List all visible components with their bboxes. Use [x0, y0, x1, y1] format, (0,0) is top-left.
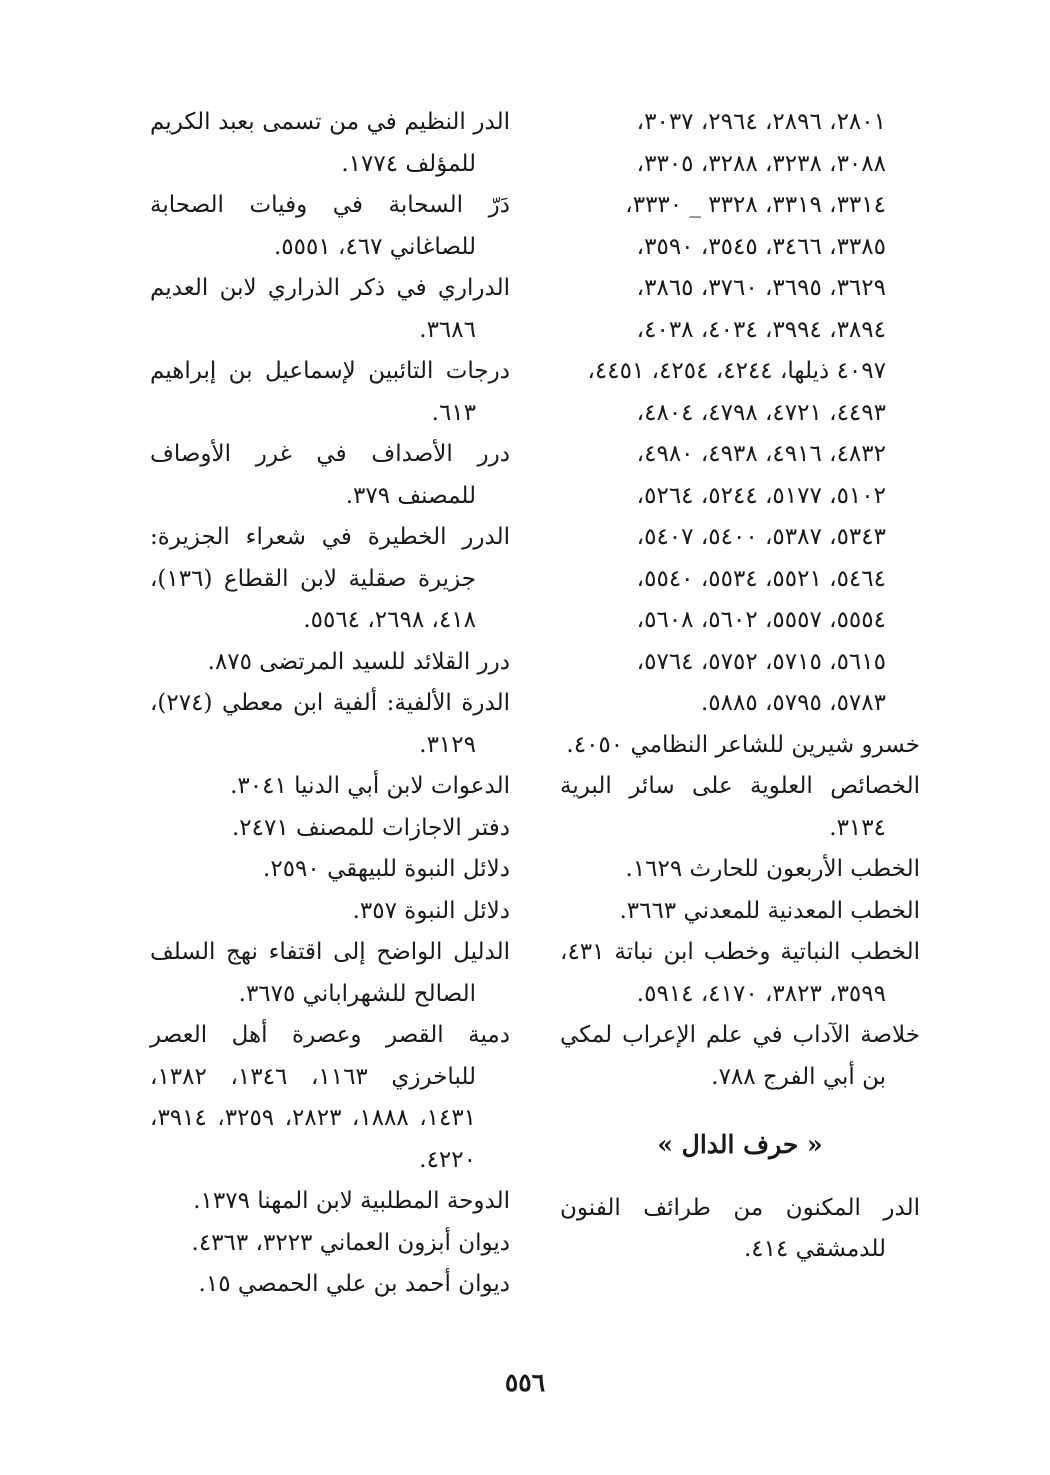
index-entry: درر الأصداف في غرر الأوصاف للمصنف ٣٧٩. [150, 441, 510, 509]
continuation-line: ٥٧٨٣، ٥٧٩٥، ٥٨٨٥. [700, 690, 886, 716]
index-entry: الدوحة المطلبية لابن المهنا ١٣٧٩. [193, 1188, 510, 1214]
index-entry: ديوان أبزون العماني ٣٢٢٣، ٤٣٦٣. [191, 1229, 510, 1256]
index-entry: دمية القصر وعصرة أهل العصر للباخرزي ١١٦٣، ١٣٤٦، ١٣٨٢، ١٤٣١، ١٨٨٨، ٢٨٢٣، ٣٢٥٩، ٣٩١٤، ٤٢٢٠. [150, 1022, 510, 1173]
index-entry: الدرة الألفية: ألفية ابن معطي (٢٧٤)، ٣١٢٩. [150, 690, 510, 758]
continuation-line: ٤٠٩٧ ذيلها، ٤٢٤٤، ٤٢٥٤، ٤٤٥١، [587, 358, 886, 384]
index-entry: الدر المكنون من طرائف الفنون للدمشقي ٤١٤. [560, 1194, 920, 1262]
continuation-line: ٥٣٤٣، ٥٣٨٧، ٥٤٠٠، ٥٤٠٧، [636, 524, 886, 550]
index-entry: الخطب النباتية وخطب ابن نباتة ٤٣١، ٣٥٩٩، ٣٨٢٣، ٤١٧٠، ٥٩١٤. [560, 939, 920, 1007]
continuation-line: ٣٣٨٥، ٣٤٦٦، ٣٥٤٥، ٣٥٩٠، [636, 233, 886, 260]
index-entry: الخطب الأربعون للحارث ١٦٢٩. [625, 856, 920, 882]
page-number: ٥٥٦ [504, 1368, 546, 1397]
index-entry: ديوان أحمد بن علي الحمصي ١٥. [198, 1271, 510, 1297]
index-entry: دَرّ السحابة في وفيات الصحابة للصاغاني ٤٦٧، ٥٥٥١. [150, 192, 510, 260]
index-entry: الدليل الواضح إلى اقتفاء نهج السلف الصالح للشهراباني ٣٦٧٥. [150, 939, 510, 1007]
continuation-line: ٣٠٨٨، ٣٢٣٨، ٣٢٨٨، ٣٣٠٥، [636, 150, 886, 177]
continuation-line: ٣٦٢٩، ٣٦٩٥، ٣٧٦٠، ٣٨٦٥، [636, 275, 886, 301]
continuation-line: ٥١٠٢، ٥١٧٧، ٥٢٤٤، ٥٢٦٤، [636, 482, 886, 509]
index-entry: الدر النظيم في من تسمى بعبد الكريم للمؤلف ١٧٧٤. [150, 109, 510, 177]
continuation-line: ٥٥٥٤، ٥٥٥٧، ٥٦٠٢، ٥٦٠٨، [636, 607, 886, 633]
index-entry: الدراري في ذكر الذراري لابن العديم ٣٦٨٦. [150, 275, 510, 343]
index-entry: الدرر الخطيرة في شعراء الجزيرة: جزيرة صقلية لابن القطاع (١٣٦)، ٤١٨، ٢٦٩٨، ٥٥٦٤. [150, 524, 510, 633]
index-entry: الدعوات لابن أبي الدنيا ٣٠٤١. [230, 773, 510, 799]
left-column [150, 102, 510, 1306]
index-entry: درجات التائبين لإسماعيل بن إبراهيم ٦١٣. [150, 358, 510, 426]
index-entry: خلاصة الآداب في علم الإعراب لمكي بن أبي الفرج ٧٨٨. [560, 1022, 920, 1090]
right-column [560, 102, 920, 1271]
index-entry: دفتر الاجازات للمصنف ٢٤٧١. [231, 814, 510, 841]
index-entry: الخصائص العلوية على سائر البرية ٣١٣٤. [560, 773, 920, 841]
continuation-line: ٢٨٠١، ٢٨٩٦، ٢٩٦٤، ٣٠٣٧، [636, 109, 886, 135]
continuation-line: ٥٦١٥، ٥٧١٥، ٥٧٥٢، ٥٧٦٤، [636, 648, 886, 675]
index-entry: دلائل النبوة للبيهقي ٢٥٩٠. [263, 856, 510, 882]
section-heading: « حرف الدال » [657, 1130, 823, 1159]
continuation-line: ٣٨٩٤، ٣٩٩٤، ٤٠٣٤، ٤٠٣٨، [636, 316, 886, 343]
continuation-line: ٤٨٣٢، ٤٩١٦، ٤٩٣٨، ٤٩٨٠، [636, 441, 886, 467]
continuation-line: ٣٣١٤، ٣٣١٩، ٣٣٢٨ _ ٣٣٣٠، [625, 192, 886, 218]
index-entry: دلائل النبوة ٣٥٧. [352, 897, 510, 924]
index-entry: درر القلائد للسيد المرتضى ٨٧٥. [207, 648, 510, 675]
index-entry: الخطب المعدنية للمعدني ٣٦٦٣. [619, 897, 920, 924]
index-entry: خسرو شيرين للشاعر النظامي ٤٠٥٠. [566, 731, 920, 758]
continuation-line: ٥٤٦٤، ٥٥٢١، ٥٥٣٤، ٥٥٤٠، [636, 565, 886, 592]
continuation-line: ٤٤٩٣، ٤٧٢١، ٤٧٩٨، ٤٨٠٤، [636, 399, 886, 426]
